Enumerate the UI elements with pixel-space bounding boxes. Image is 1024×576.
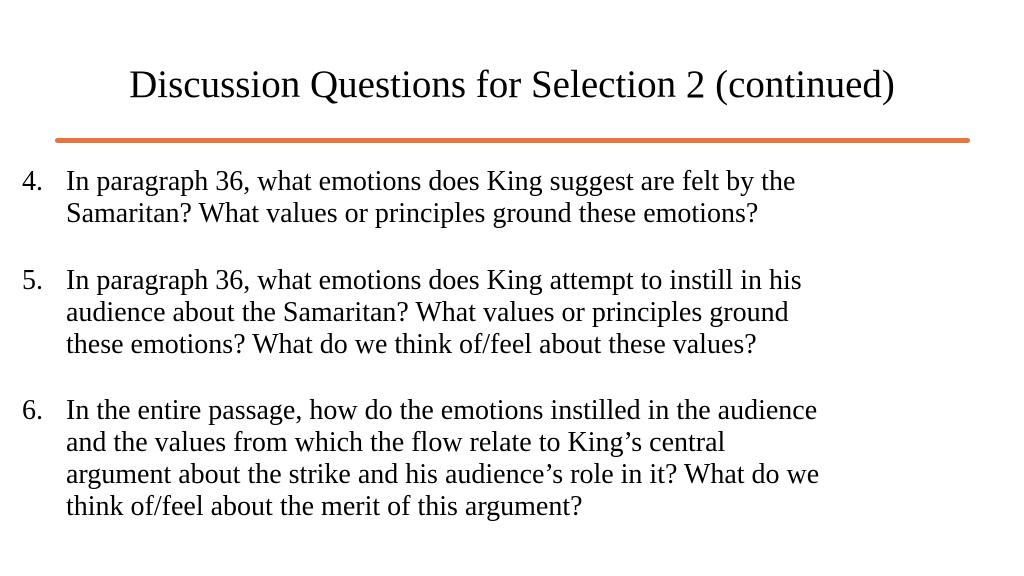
question-number: 5.: [22, 265, 43, 296]
question-line: and the values from which the flow relate to King’s central: [66, 427, 726, 458]
question-number: 6.: [22, 395, 43, 426]
question-line: argument about the strike and his audience’s role in it? What do we: [66, 459, 820, 490]
question-line: audience about the Samaritan? What values or principles ground: [66, 297, 789, 328]
question-line: In paragraph 36, what emotions does King suggest are felt by the: [66, 166, 796, 197]
slide-title: Discussion Questions for Selection 2 (continued): [129, 63, 895, 106]
question-text: [66, 265, 998, 361]
question-line: Samaritan? What values or principles ground these emotions?: [66, 198, 759, 229]
question-line: these emotions? What do we think of/feel about these values?: [66, 329, 757, 360]
question-line: think of/feel about the merit of this argument?: [66, 491, 583, 522]
question-number: 4.: [22, 166, 43, 197]
question-line: In paragraph 36, what emotions does King attempt to instill in his: [66, 265, 802, 296]
question-line: In the entire passage, how do the emotions instilled in the audience: [66, 395, 818, 426]
question-text: [66, 166, 998, 230]
question-text: [66, 395, 998, 523]
